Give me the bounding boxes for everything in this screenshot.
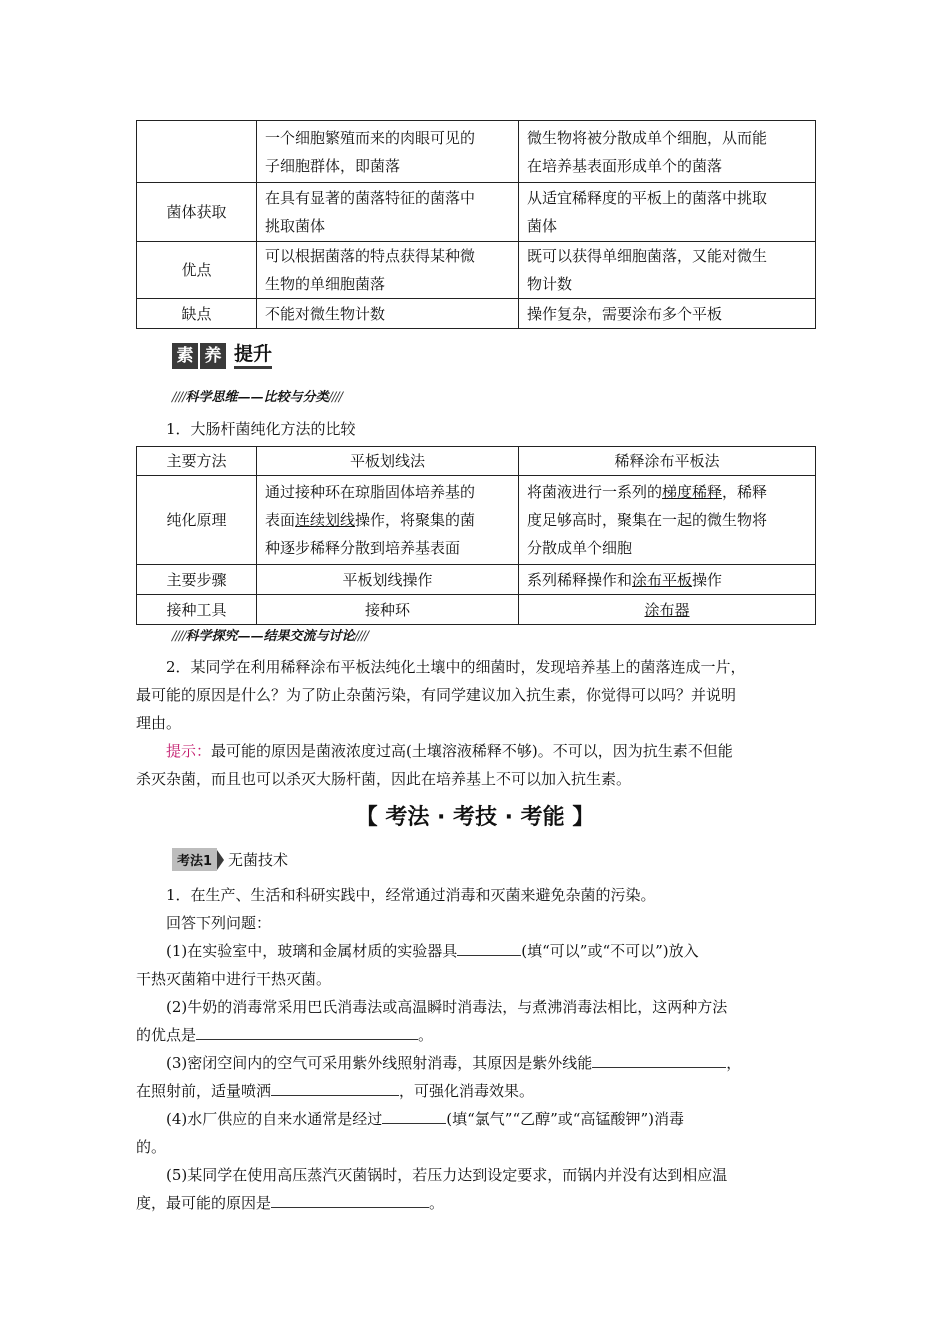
cell-line: 在具有显著的菌落特征的菌落中 xyxy=(265,189,476,207)
column-header: 主要方法 xyxy=(137,447,257,476)
sub-question-5: (5)某同学在使用高压蒸汽灭菌锅时，若压力达到设定要求，而锅内并没有达到相应温 xyxy=(166,1166,728,1184)
question-text: 2．某同学在利用稀释涂布平板法纯化土壤中的细菌时，发现培养基上的菌落连成一片， xyxy=(166,658,746,676)
sub-question-1 xyxy=(136,939,846,963)
cell-line: 既可以获得单细胞菌落，又能对微生 xyxy=(527,247,768,265)
text-span: 操作 xyxy=(692,570,723,589)
table-row xyxy=(137,242,816,299)
cell-line: 子细胞群体，即菌落 xyxy=(265,156,401,175)
text-span: 操作，将聚集的菌 xyxy=(355,511,476,529)
text-span: ，稀释 xyxy=(722,483,768,501)
text-span: (3)密闭空间内的空气可采用紫外线照射消毒，其原因是紫外线能 xyxy=(166,1054,593,1072)
subheading-science-inquiry xyxy=(172,628,368,646)
text-span: 度，最可能的原因是 xyxy=(136,1194,272,1212)
text-span: 最可能的原因是菌液浓度过高(土壤溶液稀释不够)。不可以，因为抗生素不但能 xyxy=(211,742,733,760)
row-label: 主要步骤 xyxy=(137,565,257,595)
banner-char: 素 xyxy=(172,343,198,369)
cell-line: 生物的单细胞菌落 xyxy=(265,275,386,293)
question-text: 最可能的原因是什么？为了防止杂菌污染，有同学建议加入抗生素，你觉得可以吗？并说明 xyxy=(136,686,737,704)
text-span: 表面 xyxy=(265,511,296,529)
underlined-term: 梯度稀释 xyxy=(662,483,723,501)
table-cell xyxy=(257,121,519,183)
sub-question-1-cont: 干热灭菌箱中进行干热灭菌。 xyxy=(136,970,332,988)
answer-blank[interactable] xyxy=(271,1191,429,1208)
sub-question-2-cont xyxy=(136,1023,816,1047)
answer-blank[interactable] xyxy=(382,1107,446,1124)
table-cell xyxy=(257,242,519,299)
row-label: 优点 xyxy=(137,242,257,299)
cell-line: 分散成单个细胞 xyxy=(527,539,633,557)
kaofa-label: 考法1 xyxy=(172,848,217,871)
kaofa-tag xyxy=(172,848,288,871)
table-cell xyxy=(519,121,816,183)
decorative-slashes: //// xyxy=(172,629,186,644)
text-span: (填“氯气”“乙醇”或“高锰酸钾”)消毒 xyxy=(446,1110,684,1128)
kaofa-title: 无菌技术 xyxy=(228,851,289,869)
cell-line: 挑取菌体 xyxy=(265,217,326,235)
section-title: 【 考法 · 考技 · 考能 】 xyxy=(355,805,595,830)
table-cell xyxy=(137,121,257,183)
sub-question-3-cont xyxy=(136,1079,816,1103)
question-title: 1．大肠杆菌纯化方法的比较 xyxy=(166,420,356,438)
sub-question-2: (2)牛奶的消毒常采用巴氏消毒法或高温瞬时消毒法，与煮沸消毒法相比，这两种方法 xyxy=(166,998,728,1016)
cell-line: 微生物将被分散成单个细胞，从而能 xyxy=(527,128,768,147)
question-text: 1．在生产、生活和科研实践中，经常通过消毒和灭菌来避免杂菌的污染。 xyxy=(166,886,656,904)
underlined-term: 连续划线 xyxy=(295,511,356,529)
text-span: 。 xyxy=(429,1194,445,1212)
cell-line: 菌体 xyxy=(527,217,558,235)
answer-blank[interactable] xyxy=(271,1079,399,1096)
table-row xyxy=(137,476,816,565)
hint-label: 提示： xyxy=(166,742,212,760)
text-span: 将菌液进行一系列的 xyxy=(527,483,663,501)
table-header-row xyxy=(137,447,816,476)
table-cell xyxy=(519,242,816,299)
cell-line: 可以根据菌落的特点获得某种微 xyxy=(265,247,476,265)
decorative-slashes: //// xyxy=(172,390,186,405)
arrow-icon xyxy=(217,850,224,870)
table-cell xyxy=(519,565,816,595)
cell-line: 物计数 xyxy=(527,275,573,293)
answer-blank[interactable] xyxy=(196,1023,418,1040)
cell-line: 从适宜稀释度的平板上的菌落中挑取 xyxy=(527,189,768,207)
row-label: 纯化原理 xyxy=(137,476,257,565)
row-label: 菌体获取 xyxy=(137,183,257,242)
subheading-text: 科学探究——结果交流与讨论 xyxy=(185,629,355,644)
answer-blank[interactable] xyxy=(457,939,521,956)
column-header: 稀释涂布平板法 xyxy=(519,447,816,476)
table-row xyxy=(137,565,816,595)
cell-line: 操作复杂，需要涂布多个平板 xyxy=(527,304,723,323)
text-span: (1)在实验室中，玻璃和金属材质的实验器具 xyxy=(166,942,458,960)
cell-line: 度足够高时，聚集在一起的微生物将 xyxy=(527,511,768,529)
table-cell xyxy=(519,476,816,565)
text-span: 在照射前，适量喷洒 xyxy=(136,1082,272,1100)
table-cell xyxy=(257,183,519,242)
cell-line: 种逐步稀释分散到培养基表面 xyxy=(265,539,461,557)
comparison-table-top xyxy=(136,120,816,329)
text-span: 的优点是 xyxy=(136,1026,197,1044)
answer-text xyxy=(136,739,846,763)
text-span: ，可强化消毒效果。 xyxy=(399,1082,535,1100)
table-cell xyxy=(519,299,816,329)
cell-line: 在培养基表面形成单个的菌落 xyxy=(527,156,723,175)
table-cell xyxy=(519,183,816,242)
table-cell: 平板划线操作 xyxy=(257,565,519,595)
text-span: 系列稀释操作和 xyxy=(527,570,633,589)
question-text: 理由。 xyxy=(136,714,182,732)
section-banner xyxy=(172,341,272,371)
question-text: 回答下列问题： xyxy=(166,914,272,932)
underlined-term: 涂布器 xyxy=(644,600,690,619)
sub-question-4 xyxy=(136,1107,846,1131)
cell-line: 不能对微生物计数 xyxy=(265,304,386,323)
decorative-slashes: //// xyxy=(354,629,369,644)
row-label: 缺点 xyxy=(137,299,257,329)
table-row xyxy=(137,183,816,242)
row-label: 接种工具 xyxy=(137,595,257,625)
sub-question-3 xyxy=(136,1051,846,1075)
cell-line: 一个细胞繁殖而来的肉眼可见的 xyxy=(265,128,476,147)
cell-line: 通过接种环在琼脂固体培养基的 xyxy=(265,483,476,501)
column-header: 平板划线法 xyxy=(257,447,519,476)
underlined-term: 涂布平板 xyxy=(632,570,693,589)
table-cell xyxy=(257,299,519,329)
subheading-text: 科学思维——比较与分类 xyxy=(185,390,329,405)
purification-comparison-table xyxy=(136,446,816,625)
cell-line xyxy=(527,478,807,506)
table-row xyxy=(137,595,816,625)
subheading-science-thinking xyxy=(172,389,342,407)
sub-question-4-cont: 的。 xyxy=(136,1138,167,1156)
banner-text: 提升 xyxy=(234,343,272,369)
text-span: 。 xyxy=(418,1026,434,1044)
table-cell xyxy=(257,476,519,565)
text-span: (4)水厂供应的自来水通常是经过 xyxy=(166,1110,383,1128)
answer-text: 杀灭杂菌，而且也可以杀灭大肠杆菌，因此在培养基上不可以加入抗生素。 xyxy=(136,770,632,788)
table-cell: 接种环 xyxy=(257,595,519,625)
text-span: (填“可以”或“不可以”)放入 xyxy=(521,942,699,960)
banner-char: 养 xyxy=(200,343,226,369)
table-cell xyxy=(519,595,816,625)
table-row xyxy=(137,299,816,329)
answer-blank[interactable] xyxy=(592,1051,726,1068)
sub-question-5-cont xyxy=(136,1191,816,1215)
cell-line xyxy=(265,506,510,534)
table-row xyxy=(137,121,816,183)
text-span: ， xyxy=(726,1054,742,1072)
decorative-slashes: //// xyxy=(328,390,343,405)
